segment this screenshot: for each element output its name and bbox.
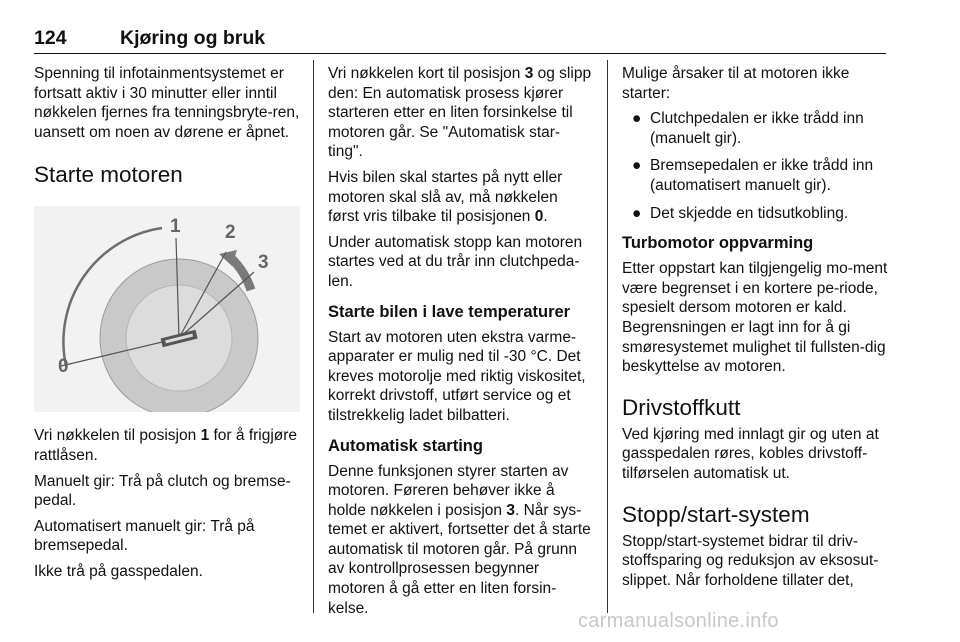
- position-1-label: 1: [170, 216, 181, 238]
- release-key-text: Vri nøkkelen kort til posisjon: [328, 65, 525, 82]
- accelerator-paragraph: Ikke trå på gasspedalen.: [34, 562, 203, 580]
- heading-automatic-starting: Automatisk starting: [328, 436, 483, 455]
- restart-text-end: .: [543, 208, 548, 226]
- heading-turbo-warmup: Turbomotor oppvarming: [622, 234, 814, 253]
- automated-manual-paragraph: Automatisert manuelt gir: Trå på bremsepedal.: [34, 517, 255, 555]
- column-divider-2: [607, 60, 608, 613]
- page-number: 124: [34, 27, 67, 49]
- low-temperature-paragraph: Start av motoren uten ekstra varme-apparater er mulig ned til -30 °C. Det kreves motorolje med riktig viskositet, korrekt drivstoff, utført service og et tilstrekkelig ladet bilbatteri.: [328, 328, 586, 424]
- turn-key-text-end: for å frigjøre rattlåsen.: [34, 427, 298, 464]
- bullet-item: [622, 109, 888, 148]
- bullet-dot-icon: ●: [632, 157, 642, 175]
- heading-low-temperature: Starte bilen i lave temperaturer: [328, 302, 571, 321]
- automatic-starting-paragraph: [328, 462, 592, 619]
- release-key-paragraph: [328, 64, 592, 162]
- auto-start-text: Denne funksjonen styrer starten av motoren. Føreren behøver ikke å holde nøkkelen i posisjon: [328, 462, 569, 519]
- watermark: carmanualsonline.info: [578, 610, 779, 632]
- restart-position: 0: [534, 208, 544, 226]
- column-3: [622, 64, 888, 596]
- turn-key-text: Vri nøkkelen til posisjon: [34, 427, 201, 445]
- column-1: [34, 64, 300, 588]
- bullet-item: [622, 204, 888, 224]
- position-3-label: 3: [258, 252, 269, 274]
- column-2: [328, 64, 592, 624]
- turn-key-position: 1: [200, 427, 210, 445]
- manual-gear-paragraph: Manuelt gir: Trå på clutch og bremse-pedal.: [34, 472, 291, 510]
- autostop-paragraph: Under automatisk stopp kan motoren startes ved at du trår inn clutchpeda-len.: [328, 233, 583, 290]
- auto-start-text-end: . Når sys-temet er aktivert, fortsetter det å starte automatisk til motoren går. På grunn av kontrollprosessen begynner motoren å gå etter en liten forsin-kelse.: [328, 501, 591, 617]
- stop-start-paragraph: Stopp/start-systemet bidrar til driv-stoffsparing og reduksjon av eksosut-slippet. Når forholdene tillater det,: [622, 532, 879, 589]
- bullet-dot-icon: ●: [632, 110, 642, 128]
- ignition-illustration: [34, 206, 300, 412]
- ignition-key-diagram: [34, 206, 300, 412]
- bullet-text: Det skjedde en tidsutkobling.: [650, 204, 849, 222]
- heading-fuel-cut: Drivstoffkutt: [622, 394, 741, 420]
- auto-start-position: 3: [506, 501, 515, 519]
- position-2-label: 2: [225, 222, 236, 244]
- position-0-label: 0: [58, 356, 69, 378]
- turbo-paragraph: Etter oppstart kan tilgjengelig mo-ment være begrenset i en kortere pe-riode, spesielt dersom motoren er kald. Begrensningen er lagt inn for å gi smøresystemet mulighet til fullsten-dig beskyttelse av motoren.: [622, 260, 888, 376]
- intro-paragraph: Spenning til infotainmentsystemet er fortsatt aktiv i 30 minutter eller inntil nøkkelen fjernes fra tenningsbryte-ren, uansett om noen av dørene er åpnet.: [34, 65, 300, 141]
- restart-paragraph: [328, 168, 592, 227]
- release-key-text-end: og slipp den: En automatisk prosess kjører starteren etter en liten forsinkelse til motoren går. Se "Automatisk star-ting".: [328, 65, 592, 161]
- turn-key-paragraph: [34, 426, 300, 465]
- bullet-text: Bremsepedalen er ikke trådd inn (automatisert manuelt gir).: [650, 157, 874, 194]
- bullet-dot-icon: ●: [632, 204, 642, 222]
- fuel-cut-paragraph: Ved kjøring med innlagt gir og uten at gasspedalen røres, kobles drivstoff-tilførselen automatisk ut.: [622, 425, 879, 482]
- header-rule: [34, 53, 886, 54]
- causes-paragraph: Mulige årsaker til at motoren ikke starter:: [622, 65, 850, 102]
- bullet-item: [622, 156, 888, 195]
- heading-stop-start: Stopp/start-system: [622, 501, 810, 527]
- page-title: Kjøring og bruk: [120, 27, 266, 49]
- bullet-text: Clutchpedalen er ikke trådd inn (manuelt gir).: [650, 110, 864, 147]
- restart-text: Hvis bilen skal startes på nytt eller motoren skal slå av, må nøkkelen først vris tilbake til posisjonen: [328, 168, 563, 226]
- column-divider-1: [313, 60, 314, 613]
- heading-start-engine: Starte motoren: [34, 162, 183, 188]
- release-key-position: 3: [524, 65, 534, 82]
